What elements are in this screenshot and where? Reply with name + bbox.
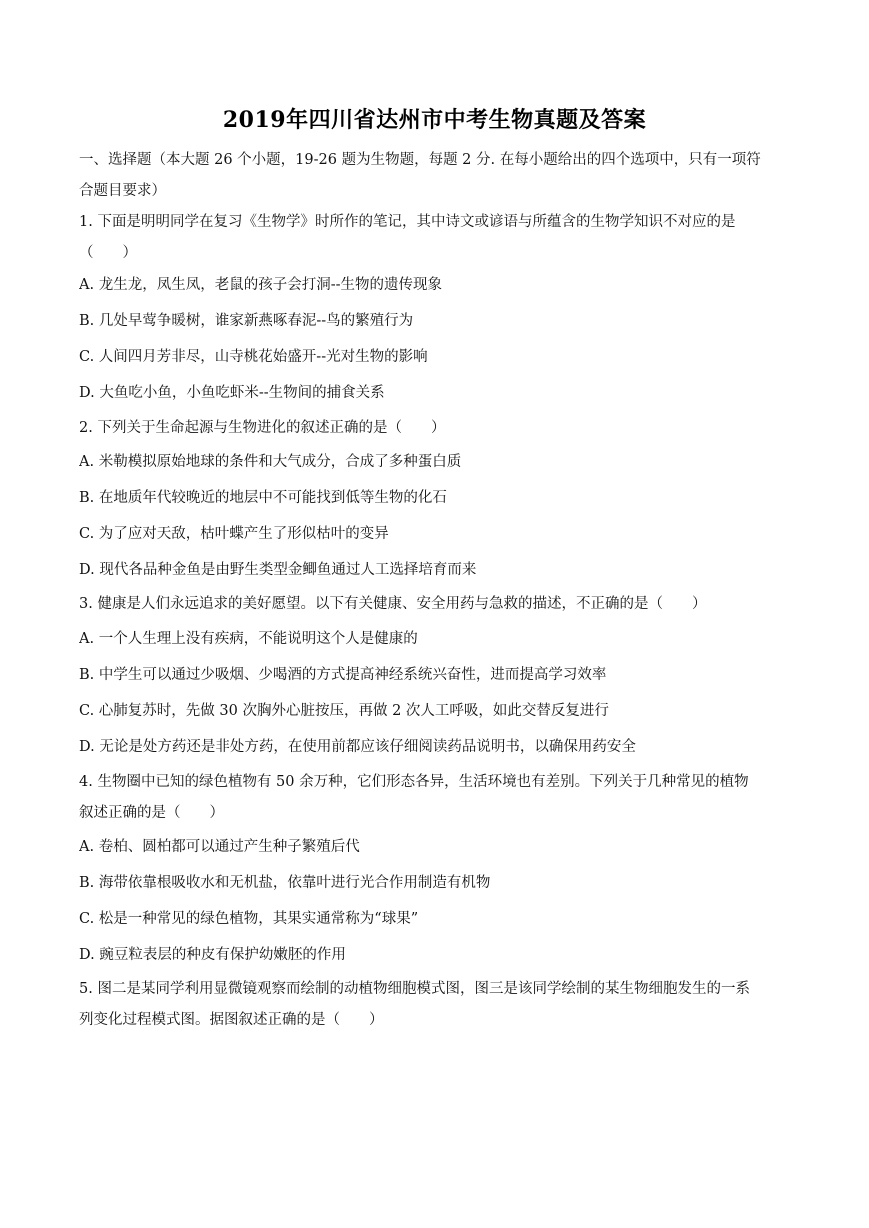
question-3-stem-line-1: 3. 健康是人们永远追求的美好愿望。以下有关健康、安全用药与急救的描述，不正确的是（ ）: [79, 596, 707, 612]
question-1-stem-line-2: （ ）: [79, 245, 137, 261]
question-3-option-d: D. 无论是处方药还是非处方药，在使用前都应该仔细阅读药品说明书，以确保用药安全: [79, 739, 636, 755]
question-2-option-c: C. 为了应对天敌，枯叶蝶产生了形似枯叶的变异: [79, 526, 389, 542]
question-5-stem-line-2: 列变化过程模式图。据图叙述正确的是（ ）: [79, 1012, 384, 1028]
question-4-option-c: C. 松是一种常见的绿色植物，其果实通常称为“球果”: [79, 911, 419, 927]
question-4-option-b: B. 海带依靠根吸收水和无机盐，依靠叶进行光合作用制造有机物: [79, 875, 491, 891]
question-1-option-a: A. 龙生龙，凤生凤，老鼠的孩子会打洞--生物的遗传现象: [79, 277, 442, 293]
question-4-stem-line-1: 4. 生物圈中已知的绿色植物有 50 余万种，它们形态各异，生活环境也有差别。下列关于几种常见的植物: [79, 774, 749, 790]
question-5-stem-line-1: 5. 图二是某同学利用显微镜观察而绘制的动植物细胞模式图，图三是该同学绘制的某生物细胞发生的一系: [79, 981, 750, 997]
question-1-option-c: C. 人间四月芳非尽，山寺桃花始盛开--光对生物的影响: [79, 349, 428, 365]
question-4-option-d: D. 豌豆粒表层的种皮有保护幼嫩胚的作用: [79, 947, 346, 963]
question-1-option-d: D. 大鱼吃小鱼，小鱼吃虾米--生物间的捕食关系: [79, 385, 385, 401]
question-3-option-b: B. 中学生可以通过少吸烟、少喝酒的方式提高神经系统兴奋性，进而提高学习效率: [79, 667, 607, 683]
question-2-stem-line-1: 2. 下列关于生命起源与生物进化的叙述正确的是（ ）: [79, 420, 446, 436]
section-intro-line-1: 一、选择题（本大题 26 个小题，19-26 题为生物题，每题 2 分. 在每小题给出的四个选项中，只有一项符: [79, 152, 761, 168]
page-title: 2019年四川省达州市中考生物真题及答案: [222, 107, 647, 133]
question-3-option-c: C. 心肺复苏时，先做 30 次胸外心脏按压，再做 2 次人工呼吸，如此交替反复进行: [79, 703, 609, 719]
question-2-option-b: B. 在地质年代较晚近的地层中不可能找到低等生物的化石: [79, 490, 447, 506]
question-4-stem-line-2: 叙述正确的是（ ）: [79, 805, 224, 821]
question-2-option-d: D. 现代各品种金鱼是由野生类型金鲫鱼通过人工选择培育而来: [79, 562, 477, 578]
question-1-stem-line-1: 1. 下面是明明同学在复习《生物学》时所作的笔记，其中诗文或谚语与所蕴含的生物学知识不对应的是: [79, 214, 736, 230]
section-intro-line-2: 合题目要求）: [79, 183, 166, 199]
question-1-option-b: B. 几处早莺争暖树，谁家新燕啄春泥--鸟的繁殖行为: [79, 313, 414, 329]
question-3-option-a: A. 一个人生理上没有疾病，不能说明这个人是健康的: [79, 631, 418, 647]
question-2-option-a: A. 米勒模拟原始地球的条件和大气成分，合成了多种蛋白质: [79, 454, 462, 470]
question-4-option-a: A. 卷柏、圆柏都可以通过产生种子繁殖后代: [79, 839, 360, 855]
